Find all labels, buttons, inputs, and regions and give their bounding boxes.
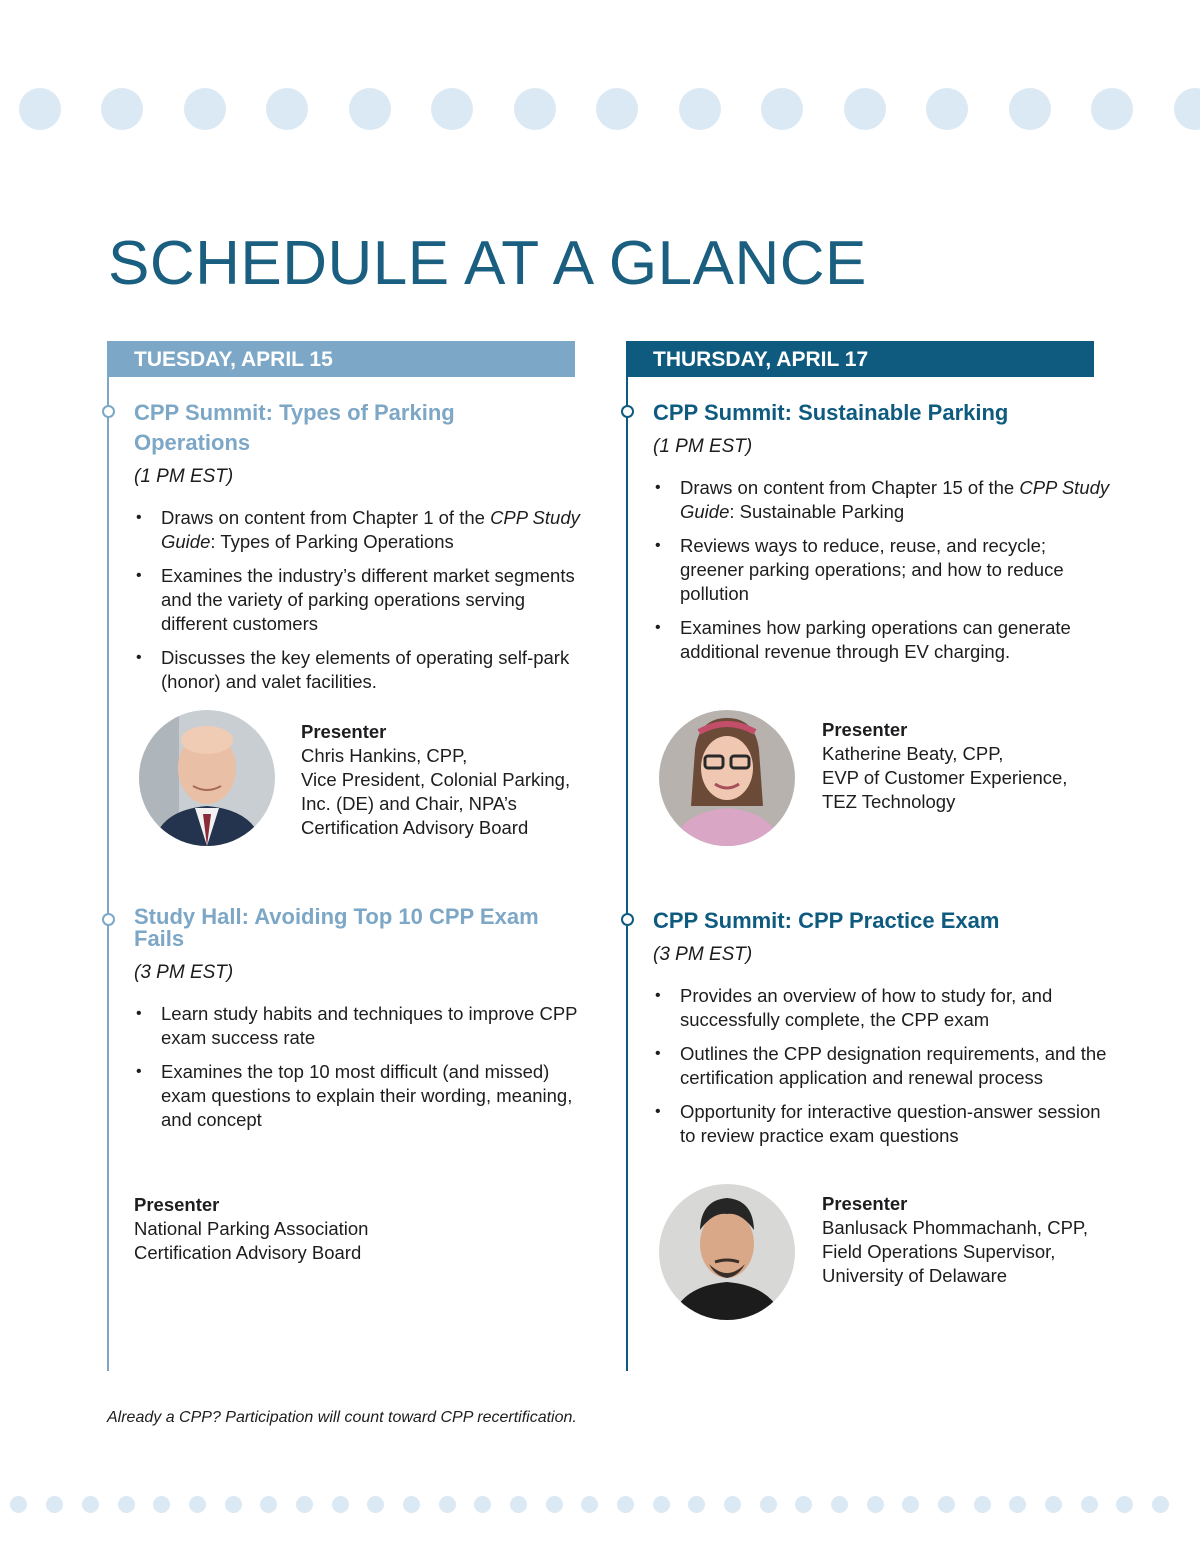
day-header: THURSDAY, APRIL 17: [626, 341, 1094, 377]
presenter-photo-katherine-beaty: [659, 710, 795, 846]
presenter-info: [822, 1192, 1088, 1288]
decor-dot: [10, 1496, 27, 1513]
bottom-dot-border: [0, 1496, 1200, 1514]
session-time: (3 PM EST): [653, 944, 753, 965]
day-header: TUESDAY, APRIL 15: [107, 341, 575, 377]
presenter-label: Presenter: [134, 1194, 220, 1215]
session-time: (1 PM EST): [653, 436, 753, 457]
decor-dot: [902, 1496, 919, 1513]
presenter-line: Inc. (DE) and Chair, NPA’s: [301, 793, 517, 814]
presenter-label: Presenter: [822, 1193, 908, 1214]
decor-dot: [266, 88, 308, 130]
bullet-item: • Examines the industry’s different market segments and the variety of parking operations serving different customers: [134, 564, 594, 636]
presenter-info: [822, 718, 1067, 814]
session-types-of-parking: [107, 398, 607, 704]
presenter-label: Presenter: [822, 719, 908, 740]
decor-dot: [1045, 1496, 1062, 1513]
decor-dot: [1009, 88, 1051, 130]
decor-dot: [679, 88, 721, 130]
bullet-item: • Provides an overview of how to study for, and successfully complete, the CPP exam: [653, 984, 1113, 1032]
presenter-line: Vice President, Colonial Parking,: [301, 769, 571, 790]
decor-dot: [439, 1496, 456, 1513]
decor-dot: [260, 1496, 277, 1513]
decor-dot: [974, 1496, 991, 1513]
decor-dot: [831, 1496, 848, 1513]
page-title: SCHEDULE AT A GLANCE: [108, 229, 867, 298]
decor-dot: [1174, 88, 1200, 130]
bullet-item: • Outlines the CPP designation requirements, and the certification application and renewal process: [653, 1042, 1113, 1090]
bullet-item: • Opportunity for interactive question-answer session to review practice exam questions: [653, 1100, 1113, 1148]
session-title: CPP Summit: CPP Practice Exam: [653, 908, 1000, 933]
session-bullets: [653, 476, 1113, 664]
presenter-line: National Parking Association: [134, 1218, 369, 1239]
day-column-tuesday: [107, 341, 607, 1263]
presenter-line: Chris Hankins, CPP,: [301, 745, 468, 766]
session-time: (1 PM EST): [134, 466, 234, 487]
decor-dot: [653, 1496, 670, 1513]
decor-dot: [581, 1496, 598, 1513]
decor-dot: [844, 88, 886, 130]
presenter-line: University of Delaware: [822, 1265, 1008, 1286]
presenter-line: Field Operations Supervisor,: [822, 1241, 1056, 1262]
presenter-photo-chris-hankins: [139, 710, 275, 846]
decor-dot: [403, 1496, 420, 1513]
timeline-node: [102, 913, 115, 926]
bullet-item: • Draws on content from Chapter 15 of the CPP Study Guide: Sustainable Parking: [653, 476, 1113, 524]
decor-dot: [761, 88, 803, 130]
footnote: Already a CPP? Participation will count toward CPP recertification.: [107, 1409, 577, 1426]
decor-dot: [189, 1496, 206, 1513]
session-title: Study Hall: Avoiding Top 10 CPP Exam Fails: [134, 904, 539, 951]
decor-dot: [510, 1496, 527, 1513]
decor-dot: [296, 1496, 313, 1513]
presenter-line: Banlusack Phommachanh, CPP,: [822, 1217, 1089, 1238]
decor-dot: [795, 1496, 812, 1513]
decor-dot: [184, 88, 226, 130]
decor-dot: [431, 88, 473, 130]
decor-dot: [474, 1496, 491, 1513]
bullet-item: • Discusses the key elements of operating self-park (honor) and valet facilities.: [134, 646, 594, 694]
session-bullets: [653, 984, 1113, 1148]
presenter-line: Katherine Beaty, CPP,: [822, 743, 1004, 764]
bullet-item: • Reviews ways to reduce, reuse, and recycle; greener parking operations; and how to reduce pollution: [653, 534, 1113, 606]
decor-dot: [82, 1496, 99, 1513]
decor-dot: [367, 1496, 384, 1513]
decor-dot: [617, 1496, 634, 1513]
bullet-item: • Learn study habits and techniques to improve CPP exam success rate: [134, 1002, 594, 1050]
session-bullets: [134, 1002, 594, 1132]
decor-dot: [19, 88, 61, 130]
decor-dot: [46, 1496, 63, 1513]
bullet-item: • Examines the top 10 most difficult (and missed) exam questions to explain their wording, meaning, and concept: [134, 1060, 594, 1132]
timeline-node: [621, 913, 634, 926]
session-time: (3 PM EST): [134, 962, 234, 983]
decor-dot: [514, 88, 556, 130]
decor-dot: [724, 1496, 741, 1513]
decor-dot: [867, 1496, 884, 1513]
day-column-thursday: [626, 341, 1126, 1286]
presenter-photo-banlusack-phommachanh: [659, 1184, 795, 1320]
decor-dot: [153, 1496, 170, 1513]
decor-dot: [926, 88, 968, 130]
presenter-line: Certification Advisory Board: [301, 817, 529, 838]
presenter-line: Certification Advisory Board: [134, 1242, 362, 1263]
presenter-line: TEZ Technology: [822, 791, 956, 812]
decor-dot: [596, 88, 638, 130]
bullet-item: • Draws on content from Chapter 1 of the CPP Study Guide: Types of Parking Operations: [134, 506, 594, 554]
presenter-line: EVP of Customer Experience,: [822, 767, 1068, 788]
decor-dot: [1091, 88, 1133, 130]
decor-dot: [938, 1496, 955, 1513]
session-study-hall: [107, 906, 607, 1142]
decor-dot: [349, 88, 391, 130]
decor-dot: [688, 1496, 705, 1513]
session-title: CPP Summit: Types of Parking Operations: [134, 400, 455, 455]
top-dot-border: [0, 88, 1200, 132]
presenter-info: [301, 720, 570, 840]
decor-dot: [1116, 1496, 1133, 1513]
decor-dot: [101, 88, 143, 130]
decor-dot: [118, 1496, 135, 1513]
decor-dot: [332, 1496, 349, 1513]
decor-dot: [1081, 1496, 1098, 1513]
session-title: CPP Summit: Sustainable Parking: [653, 400, 1009, 425]
session-practice-exam: [626, 906, 1126, 1158]
bullet-item: • Examines how parking operations can generate additional revenue through EV charging.: [653, 616, 1113, 664]
presenter-info: [134, 1193, 368, 1265]
timeline-node: [621, 405, 634, 418]
presenter-label: Presenter: [301, 721, 387, 742]
session-sustainable-parking: [626, 398, 1126, 674]
decor-dot: [760, 1496, 777, 1513]
session-bullets: [134, 506, 594, 694]
decor-dot: [1152, 1496, 1169, 1513]
decor-dot: [1009, 1496, 1026, 1513]
decor-dot: [225, 1496, 242, 1513]
decor-dot: [546, 1496, 563, 1513]
timeline-node: [102, 405, 115, 418]
